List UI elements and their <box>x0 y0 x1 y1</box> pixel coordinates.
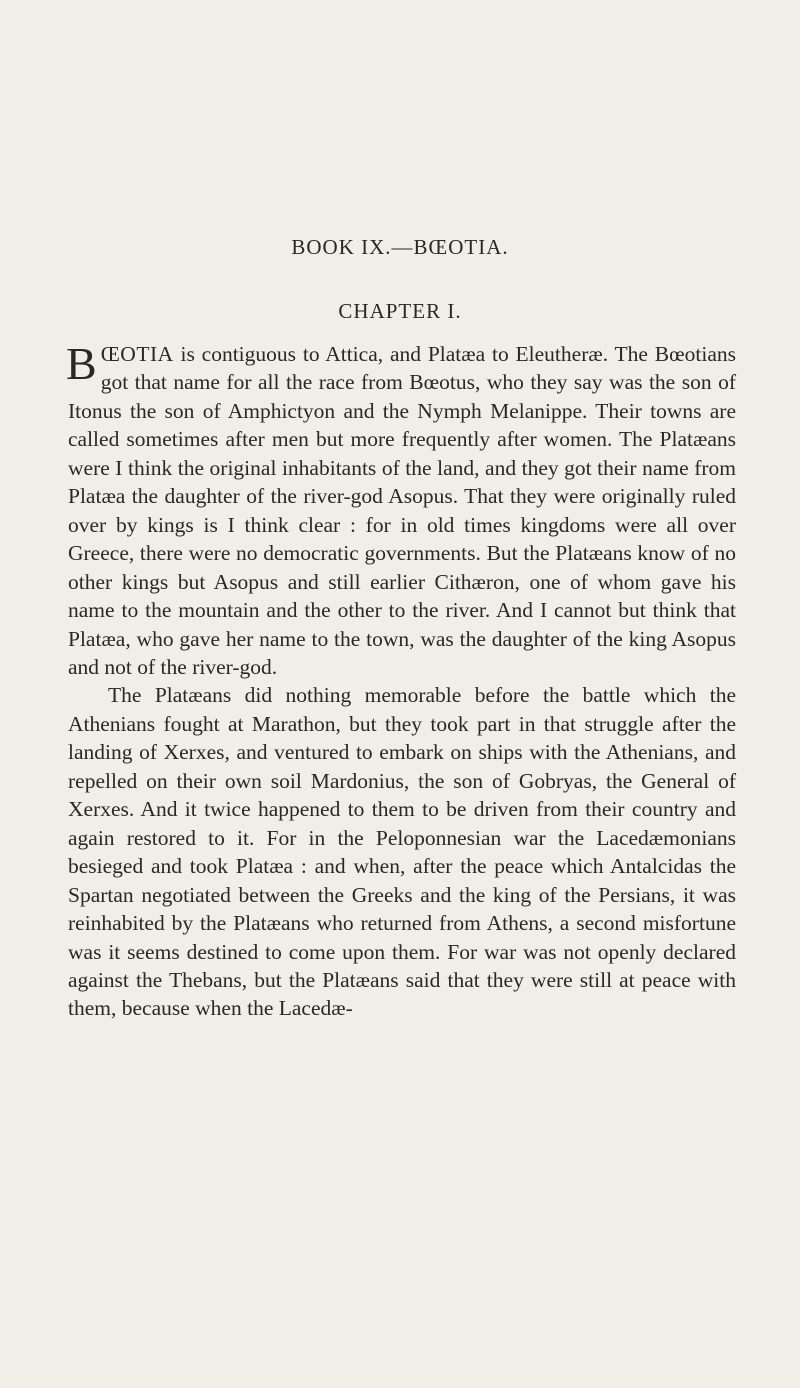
paragraph-2-text: The Platæans did nothing memorable before the battle which the Athenians fought at Marathon, but they took part in that struggle after the landing of Xerxes, and ventured to embark on ships with the Athenians, and repelled on their own soil Mardonius, the son of Gobryas, the General of Xerxes. And it twice happened to them to be driven from their country and again restored to it. For in the Peloponnesian war the Lacedæmonians besieged and took Platæa : and when, after the peace which Antalcidas the Spartan negotiated between the Greeks and the king of the Persians, it was reinhabited by the Platæans who returned from Athens, a second misfortune was it seems destined to come upon them. For war was not openly declared against the Thebans, but the Platæans said that they were still at peace with them, because when the Lacedæ- <box>68 683 736 1021</box>
chapter-title: CHAPTER I. <box>338 299 462 323</box>
paragraph-2 <box>68 681 736 1022</box>
paragraph-1 <box>68 340 736 681</box>
chapter-body <box>68 340 736 1023</box>
opening-word: ŒOTIA <box>100 342 174 366</box>
paragraph-1-text: is contiguous to Attica, and Platæa to Eleutheræ. The Bœotians got that name for all the race from Bœotus, who they say was the son of Itonus the son of Amphictyon and the Nymph Melanippe. Their towns are called sometimes after men but more frequently after women. The Platæans were I think the original inhabitants of the land, and they got their name from Platæa the daughter of the river-god Asopus. That they were originally ruled over by kings is I think clear : for in old times kingdoms were all over Greece, there were no democratic governments. But the Platæans know of no other kings but Asopus and still earlier Cithæron, one of whom gave his name to the mountain and the other to the river. And I cannot but think that Platæa, who gave her name to the town, was the daughter of the king Asopus and not of the river-god. <box>68 342 736 679</box>
drop-cap: B <box>66 338 97 389</box>
book-title: BOOK IX.—BŒOTIA. <box>291 235 509 259</box>
